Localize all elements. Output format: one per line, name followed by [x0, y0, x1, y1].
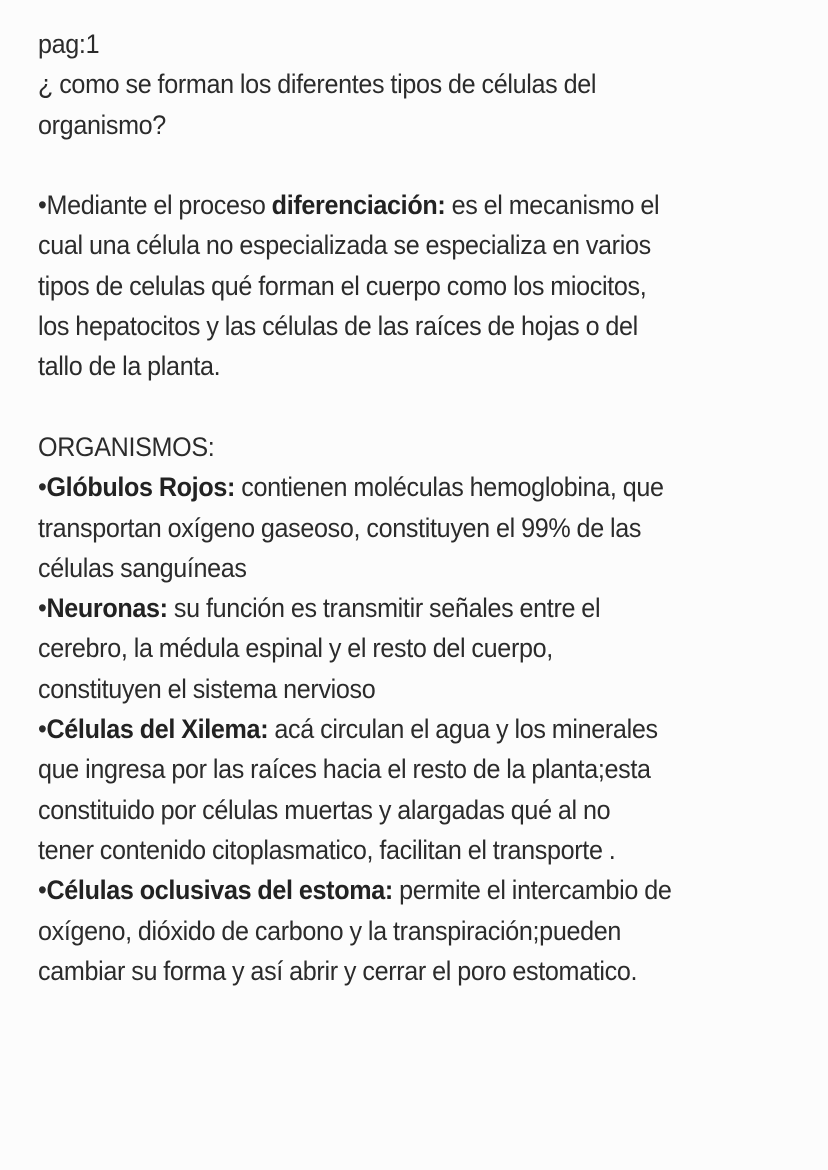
item-term: Glóbulos Rojos:	[46, 472, 236, 503]
list-item-xilema	[38, 709, 818, 870]
item-line: tener contenido citoplasmatico, facilitan el transporte .	[38, 834, 616, 865]
bullet: •	[38, 714, 47, 745]
spacer	[38, 145, 818, 185]
spacer	[38, 387, 818, 427]
intro-line: tipos de celulas qué forman el cuerpo como los miocitos,	[38, 270, 647, 301]
item-line: cerebro, la médula espinal y el resto del cuerpo,	[38, 633, 553, 664]
item-first-line	[38, 709, 763, 749]
item-line: constituido por células muertas y alargadas qué al no	[38, 794, 611, 825]
question-line: organismo?	[38, 109, 166, 140]
item-first-line	[38, 467, 763, 507]
list-item-neuronas	[38, 588, 818, 709]
intro-line: los hepatocitos y las células de las raíces de hojas o del	[38, 311, 638, 342]
item-term: Células del Xilema:	[46, 714, 269, 745]
item-line: oxígeno, dióxido de carbono y la transpiración;pueden	[38, 915, 622, 946]
bullet: •	[38, 472, 47, 503]
question	[38, 64, 818, 145]
item-line: que ingresa por las raíces hacia el resto de la planta;esta	[38, 754, 651, 785]
item-line: cambiar su forma y así abrir y cerrar el poro estomatico.	[38, 955, 638, 986]
list-item-celulas-oclusivas	[38, 870, 818, 991]
item-line: células sanguíneas	[38, 552, 247, 583]
bullet: •	[38, 875, 47, 906]
item-line: constituyen el sistema nervioso	[38, 673, 376, 704]
item-term: Células oclusivas del estoma:	[46, 875, 393, 906]
item-line1-rest: contienen moléculas hemoglobina, que	[235, 472, 664, 503]
intro-line1-rest: es el mecanismo el	[445, 190, 660, 221]
item-line1-rest: su función es transmitir señales entre el	[167, 593, 601, 624]
intro-line: cual una célula no especializada se especializa en varios	[38, 230, 651, 261]
item-first-line	[38, 870, 763, 910]
item-line: transportan oxígeno gaseoso, constituyen el 99% de las	[38, 512, 642, 543]
item-first-line	[38, 588, 763, 628]
intro-line: tallo de la planta.	[38, 351, 221, 382]
bullet: •	[38, 190, 47, 221]
page-label: pag:1	[38, 29, 100, 59]
item-line1-rest: permite el intercambio de	[392, 875, 672, 906]
intro-paragraph	[38, 185, 818, 386]
item-term: Neuronas:	[46, 593, 168, 624]
intro-prefix: Mediante el proceso	[46, 190, 272, 221]
intro-first-line	[38, 185, 763, 225]
item-line1-rest: acá circulan el agua y los minerales	[268, 714, 658, 745]
list-item-globulos-rojos	[38, 467, 818, 588]
bullet: •	[38, 593, 47, 624]
section-title: ORGANISMOS:	[38, 431, 215, 462]
note-body	[38, 24, 818, 991]
question-line: ¿ como se forman los diferentes tipos de células del	[38, 69, 597, 100]
intro-term: diferenciación:	[271, 190, 446, 221]
